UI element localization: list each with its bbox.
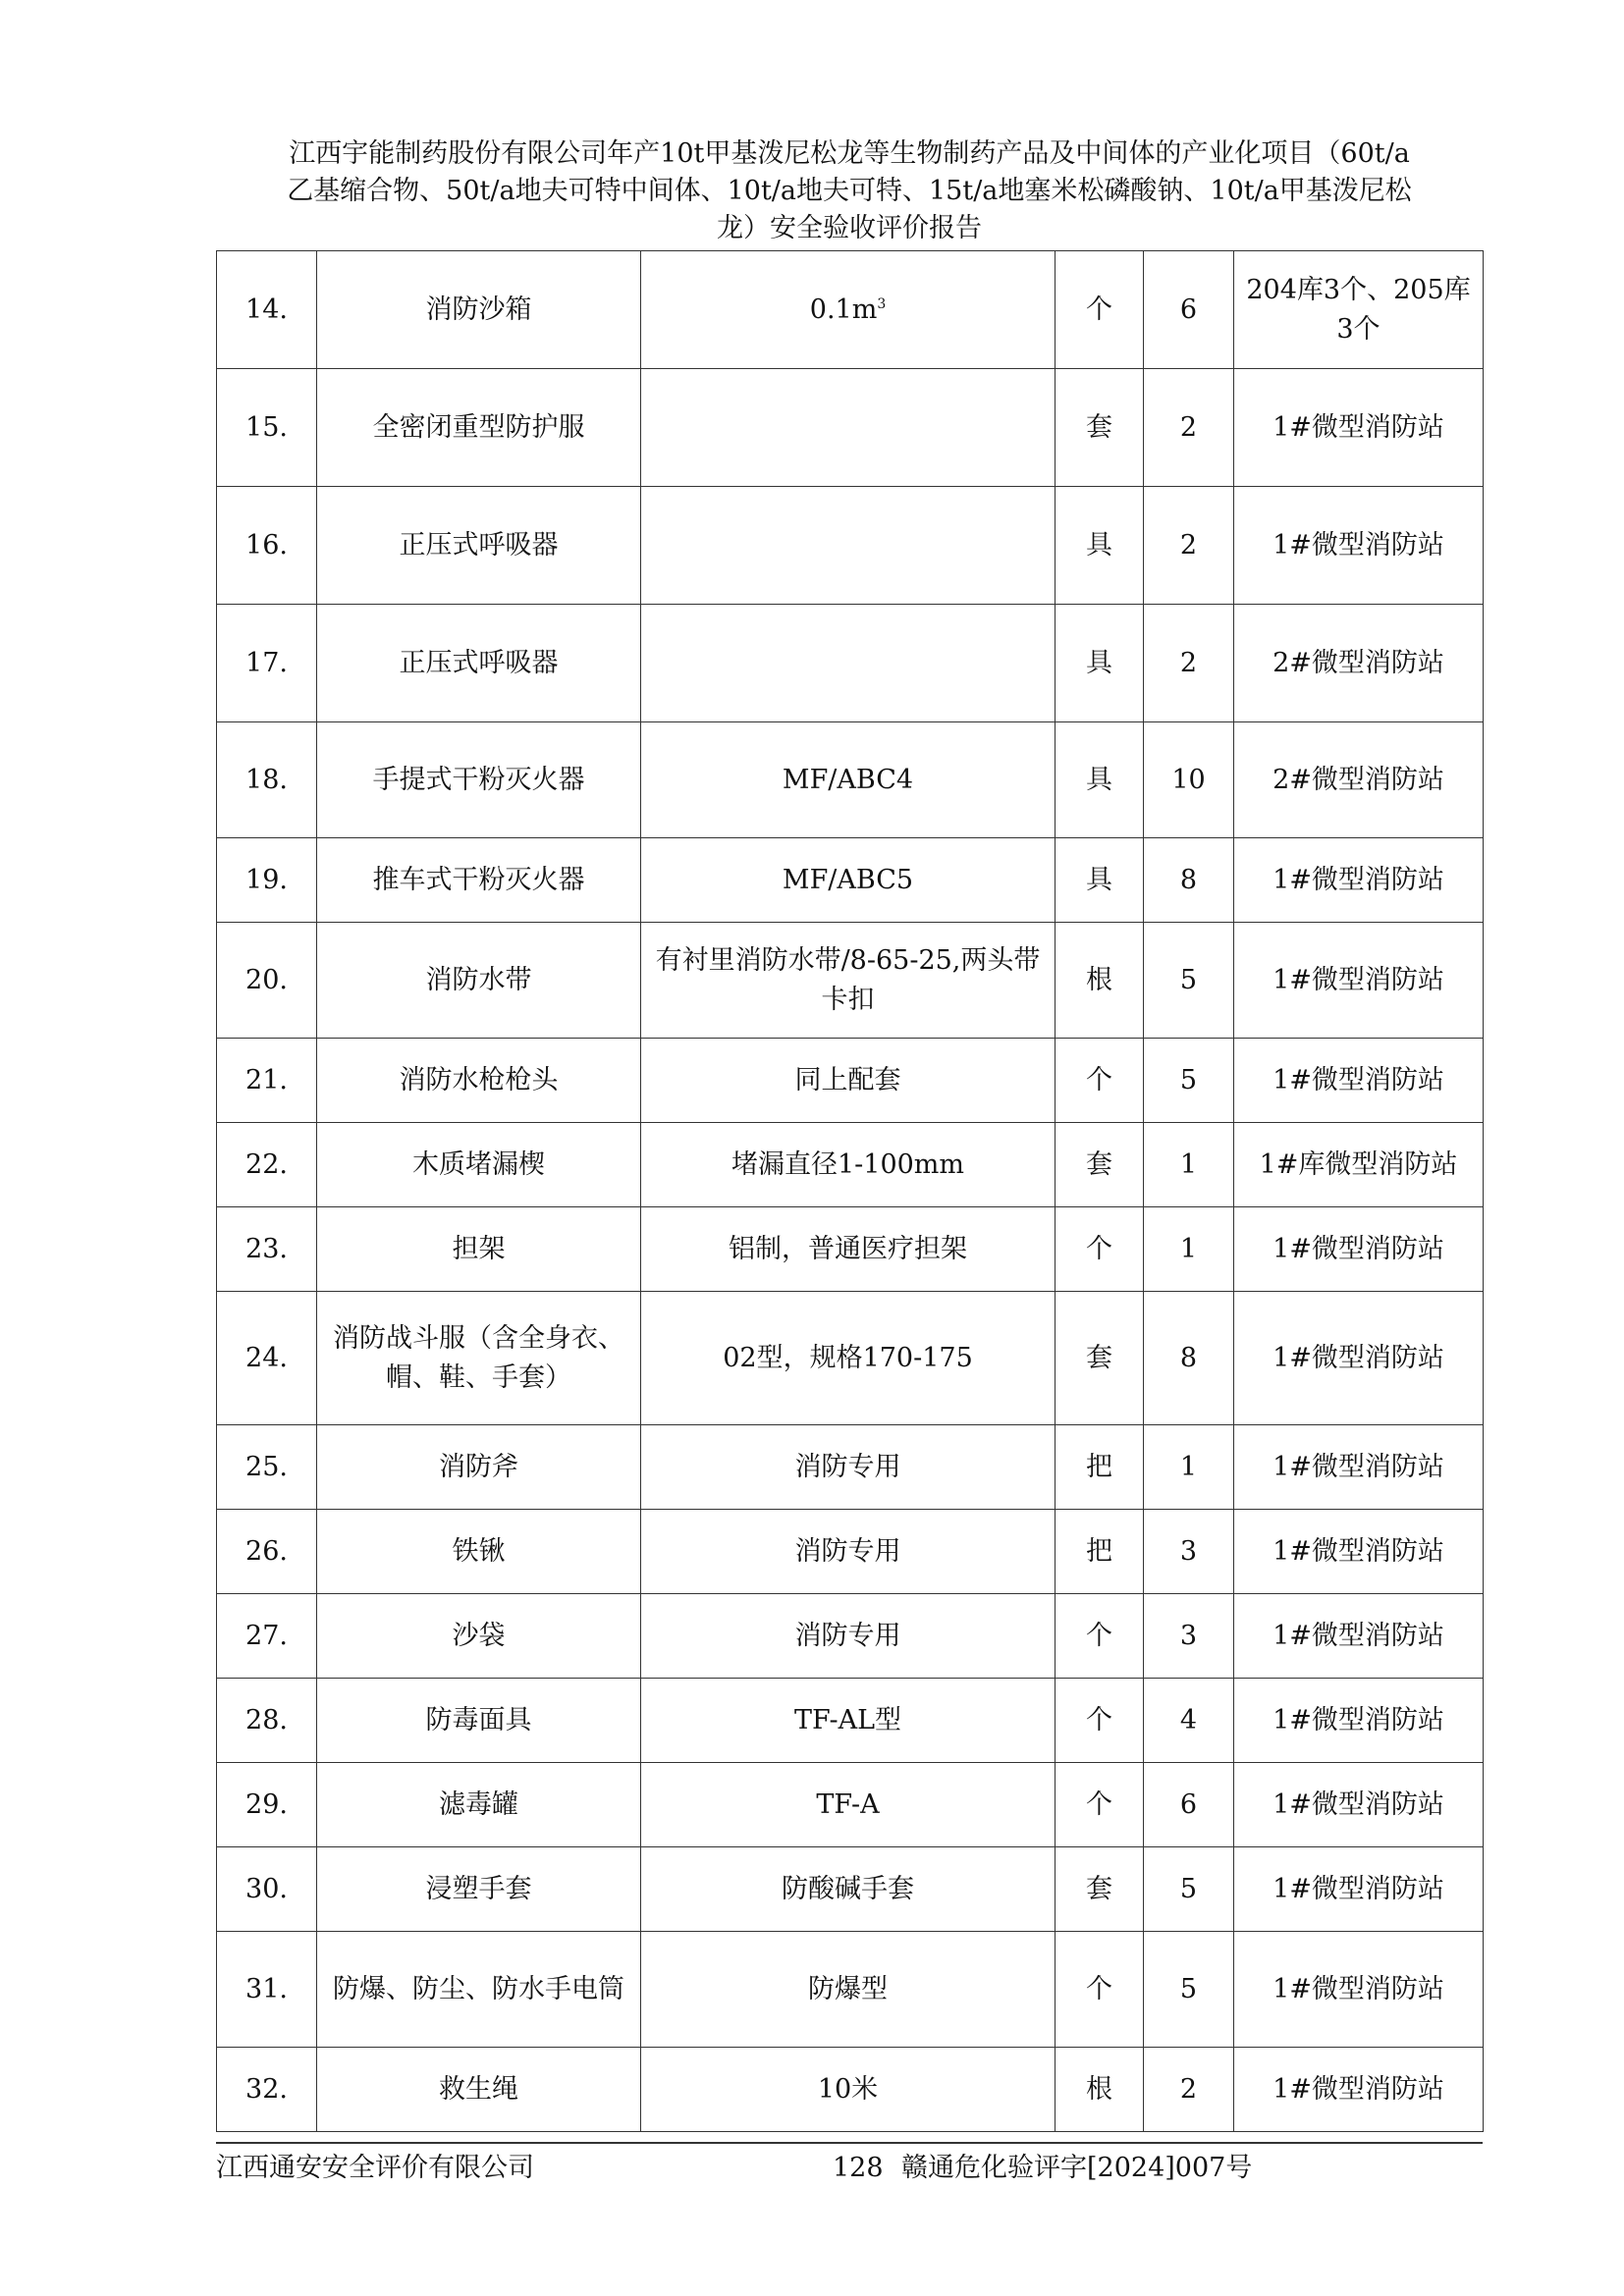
table-row <box>217 1207 1484 1292</box>
item-spec-cell <box>641 838 1056 923</box>
item-location-cell <box>1234 923 1484 1039</box>
item-unit-cell <box>1056 1594 1144 1679</box>
item-unit-cell <box>1056 2048 1144 2132</box>
item-location: 1#微型消防站 <box>1272 1789 1444 1820</box>
item-name: 救生绳 <box>439 2073 518 2105</box>
header-line-2: 乙基缩合物、50t/a地夫可特中间体、10t/a地夫可特、15t/a地塞米松磷酸钠、10t/a甲基泼尼松 <box>287 176 1412 206</box>
row-number-cell <box>217 1425 317 1510</box>
item-name-cell <box>317 605 641 722</box>
header-line-3: 龙）安全验收评价报告 <box>717 213 982 243</box>
item-name-cell <box>317 722 641 838</box>
item-name: 正压式呼吸器 <box>399 647 559 678</box>
item-unit: 根 <box>1086 2073 1112 2105</box>
item-quantity-cell <box>1144 838 1234 923</box>
row-number: 32. <box>245 2073 288 2105</box>
item-quantity: 5 <box>1179 1873 1198 1904</box>
item-unit: 个 <box>1086 1233 1112 1264</box>
row-number-cell <box>217 251 317 369</box>
item-name: 全密闭重型防护服 <box>372 411 585 443</box>
item-quantity-cell <box>1144 1510 1234 1594</box>
item-spec: MF/ABC5 <box>782 864 914 895</box>
item-spec-cell <box>641 2048 1056 2132</box>
item-spec-cell <box>641 722 1056 838</box>
item-location: 2#微型消防站 <box>1272 647 1444 678</box>
item-unit-cell <box>1056 1292 1144 1425</box>
item-location-cell <box>1234 251 1484 369</box>
item-quantity: 2 <box>1179 411 1198 443</box>
row-number-cell <box>217 1763 317 1847</box>
item-spec-cell <box>641 1679 1056 1763</box>
item-spec-cell <box>641 1207 1056 1292</box>
item-name: 消防斧 <box>439 1451 518 1482</box>
row-number: 31. <box>245 1973 288 2004</box>
item-spec-cell <box>641 1932 1056 2048</box>
row-number-cell <box>217 1847 317 1932</box>
item-quantity: 2 <box>1179 647 1198 678</box>
item-spec: 0.1m <box>809 294 878 325</box>
footer-company: 江西通安安全评价有限公司 <box>216 2153 534 2183</box>
item-quantity: 2 <box>1179 2073 1198 2105</box>
item-name: 消防战斗服（含全身衣、帽、鞋、手套） <box>333 1322 624 1393</box>
item-unit: 个 <box>1086 1620 1112 1651</box>
footer-divider <box>216 2142 1483 2144</box>
item-quantity: 5 <box>1179 1064 1198 1095</box>
row-number-cell <box>217 1039 317 1123</box>
item-location: 1#微型消防站 <box>1272 964 1444 995</box>
table-row <box>217 369 1484 487</box>
item-unit-cell <box>1056 369 1144 487</box>
item-name: 木质堵漏楔 <box>412 1148 545 1180</box>
item-unit-cell <box>1056 487 1144 605</box>
table-row <box>217 1932 1484 2048</box>
item-spec-cell <box>641 1594 1056 1679</box>
item-unit-cell <box>1056 722 1144 838</box>
item-location: 1#微型消防站 <box>1272 1342 1444 1373</box>
row-number: 20. <box>245 964 288 995</box>
item-quantity: 8 <box>1179 864 1198 895</box>
item-spec: 消防专用 <box>794 1620 901 1651</box>
item-spec: MF/ABC4 <box>782 764 914 795</box>
item-name: 担架 <box>452 1233 506 1264</box>
table-row <box>217 605 1484 722</box>
item-spec-cell <box>641 605 1056 722</box>
row-number: 21. <box>245 1064 288 1095</box>
row-number-cell <box>217 605 317 722</box>
table-row <box>217 1594 1484 1679</box>
item-quantity-cell <box>1144 923 1234 1039</box>
row-number-cell <box>217 487 317 605</box>
item-quantity-cell <box>1144 605 1234 722</box>
item-quantity-cell <box>1144 1594 1234 1679</box>
item-unit-cell <box>1056 838 1144 923</box>
row-number: 18. <box>245 764 288 795</box>
item-location: 1#微型消防站 <box>1272 2073 1444 2105</box>
item-location-cell <box>1234 838 1484 923</box>
item-name-cell <box>317 1594 641 1679</box>
item-spec: 铝制，普通医疗担架 <box>729 1233 967 1264</box>
item-unit: 个 <box>1086 1973 1112 2004</box>
row-number-cell <box>217 1123 317 1207</box>
row-number: 29. <box>245 1789 288 1820</box>
table-row <box>217 251 1484 369</box>
item-quantity-cell <box>1144 722 1234 838</box>
item-spec: 防爆型 <box>808 1973 888 2004</box>
item-spec-cell <box>641 1292 1056 1425</box>
item-spec: 10米 <box>817 2073 879 2105</box>
equipment-table <box>216 250 1484 2132</box>
item-name: 消防沙箱 <box>425 294 532 325</box>
item-quantity-cell <box>1144 369 1234 487</box>
item-location-cell <box>1234 1292 1484 1425</box>
item-name-cell <box>317 1847 641 1932</box>
item-unit: 个 <box>1086 1704 1112 1735</box>
row-number-cell <box>217 2048 317 2132</box>
item-quantity: 3 <box>1179 1620 1198 1651</box>
item-unit-cell <box>1056 251 1144 369</box>
item-unit: 套 <box>1086 411 1112 443</box>
item-spec-cell <box>641 1039 1056 1123</box>
table-row <box>217 1510 1484 1594</box>
row-number: 23. <box>245 1233 288 1264</box>
item-quantity: 6 <box>1179 294 1198 325</box>
item-name: 推车式干粉灭火器 <box>372 864 585 895</box>
item-name: 消防水带 <box>425 964 532 995</box>
item-name-cell <box>317 1039 641 1123</box>
item-unit: 套 <box>1086 1342 1112 1373</box>
item-name-cell <box>317 1123 641 1207</box>
item-name: 防毒面具 <box>425 1704 532 1735</box>
row-number: 22. <box>245 1148 288 1180</box>
item-quantity: 4 <box>1179 1704 1198 1735</box>
item-quantity-cell <box>1144 1763 1234 1847</box>
item-quantity-cell <box>1144 1679 1234 1763</box>
item-quantity-cell <box>1144 1207 1234 1292</box>
item-location: 2#微型消防站 <box>1272 764 1444 795</box>
row-number-cell <box>217 1594 317 1679</box>
item-location-cell <box>1234 1679 1484 1763</box>
item-unit-cell <box>1056 1679 1144 1763</box>
item-quantity: 1 <box>1179 1233 1198 1264</box>
row-number: 16. <box>245 529 288 561</box>
item-name-cell <box>317 1425 641 1510</box>
item-location-cell <box>1234 1510 1484 1594</box>
row-number: 19. <box>245 864 288 895</box>
item-unit-cell <box>1056 1425 1144 1510</box>
item-quantity-cell <box>1144 1932 1234 2048</box>
row-number: 17. <box>245 647 288 678</box>
table-row <box>217 1679 1484 1763</box>
row-number-cell <box>217 838 317 923</box>
item-quantity: 1 <box>1179 1148 1198 1180</box>
item-location: 1#微型消防站 <box>1272 1064 1444 1095</box>
row-number-cell <box>217 722 317 838</box>
row-number-cell <box>217 923 317 1039</box>
report-header <box>216 135 1483 247</box>
item-location: 1#微型消防站 <box>1272 1973 1444 2004</box>
row-number: 15. <box>245 411 288 443</box>
item-spec-cell <box>641 1510 1056 1594</box>
item-name: 浸塑手套 <box>425 1873 532 1904</box>
row-number: 24. <box>245 1342 288 1373</box>
row-number-cell <box>217 1679 317 1763</box>
item-quantity: 8 <box>1179 1342 1198 1373</box>
item-spec-cell <box>641 923 1056 1039</box>
table-row <box>217 2048 1484 2132</box>
item-name-cell <box>317 1207 641 1292</box>
item-location: 1#微型消防站 <box>1272 411 1444 443</box>
item-location-cell <box>1234 369 1484 487</box>
item-name-cell <box>317 369 641 487</box>
item-spec-cell <box>641 1123 1056 1207</box>
item-name: 铁锹 <box>452 1535 506 1567</box>
item-unit: 个 <box>1086 294 1112 325</box>
item-location-cell <box>1234 1932 1484 2048</box>
item-location-cell <box>1234 487 1484 605</box>
item-spec: TF-AL型 <box>793 1704 902 1735</box>
item-name-cell <box>317 923 641 1039</box>
item-name: 正压式呼吸器 <box>399 529 559 561</box>
item-quantity-cell <box>1144 1847 1234 1932</box>
item-location-cell <box>1234 2048 1484 2132</box>
item-unit-cell <box>1056 1510 1144 1594</box>
item-quantity: 1 <box>1179 1451 1198 1482</box>
item-location: 1#微型消防站 <box>1272 1704 1444 1735</box>
item-unit: 套 <box>1086 1148 1112 1180</box>
item-unit-cell <box>1056 605 1144 722</box>
item-name-cell <box>317 251 641 369</box>
table-row <box>217 923 1484 1039</box>
item-quantity-cell <box>1144 1292 1234 1425</box>
item-unit-cell <box>1056 1847 1144 1932</box>
row-number: 28. <box>245 1704 288 1735</box>
item-name-cell <box>317 1932 641 2048</box>
item-name-cell <box>317 1763 641 1847</box>
item-quantity-cell <box>1144 1039 1234 1123</box>
item-spec-cell <box>641 369 1056 487</box>
item-name: 防爆、防尘、防水手电筒 <box>333 1973 624 2004</box>
item-location-cell <box>1234 1425 1484 1510</box>
item-name-cell <box>317 1292 641 1425</box>
row-number: 30. <box>245 1873 288 1904</box>
item-name-cell <box>317 487 641 605</box>
item-quantity: 6 <box>1179 1789 1198 1820</box>
item-unit-cell <box>1056 1207 1144 1292</box>
item-spec: 消防专用 <box>794 1535 901 1567</box>
item-name: 手提式干粉灭火器 <box>372 764 585 795</box>
footer-doc-number: 赣通危化验评字[2024]007号 <box>901 2153 1253 2183</box>
item-spec: 同上配套 <box>794 1064 901 1095</box>
item-unit-cell <box>1056 1932 1144 2048</box>
item-location-cell <box>1234 1847 1484 1932</box>
item-spec-cell <box>641 1847 1056 1932</box>
item-name: 消防水枪枪头 <box>399 1064 559 1095</box>
item-unit-cell <box>1056 1123 1144 1207</box>
item-unit-cell <box>1056 923 1144 1039</box>
item-quantity-cell <box>1144 1123 1234 1207</box>
item-location: 1#微型消防站 <box>1272 1535 1444 1567</box>
footer-page-number: 128 <box>833 2153 884 2183</box>
row-number-cell <box>217 1510 317 1594</box>
item-location: 1#微型消防站 <box>1272 529 1444 561</box>
row-number: 27. <box>245 1620 288 1651</box>
item-unit: 具 <box>1086 764 1112 795</box>
item-unit: 具 <box>1086 529 1112 561</box>
item-spec: 有衬里消防水带/8-65-25,两头带卡扣 <box>655 944 1041 1015</box>
item-location: 1#微型消防站 <box>1272 1451 1444 1482</box>
row-number: 14. <box>245 294 288 325</box>
item-unit: 具 <box>1086 647 1112 678</box>
item-unit: 把 <box>1086 1451 1112 1482</box>
item-spec: 堵漏直径1-100mm <box>731 1148 965 1180</box>
item-location-cell <box>1234 722 1484 838</box>
table-row <box>217 722 1484 838</box>
item-unit: 套 <box>1086 1873 1112 1904</box>
item-quantity: 10 <box>1171 764 1206 795</box>
item-unit: 个 <box>1086 1789 1112 1820</box>
item-location: 1#库微型消防站 <box>1259 1148 1458 1180</box>
table-row <box>217 1123 1484 1207</box>
item-quantity-cell <box>1144 2048 1234 2132</box>
table-row <box>217 1425 1484 1510</box>
item-name-cell <box>317 1679 641 1763</box>
table-row <box>217 1763 1484 1847</box>
item-name-cell <box>317 838 641 923</box>
row-number: 25. <box>245 1451 288 1482</box>
row-number-cell <box>217 1932 317 2048</box>
item-spec-cell <box>641 487 1056 605</box>
item-quantity-cell <box>1144 1425 1234 1510</box>
item-quantity-cell <box>1144 251 1234 369</box>
item-unit-cell <box>1056 1039 1144 1123</box>
item-location-cell <box>1234 1763 1484 1847</box>
item-name-cell <box>317 1510 641 1594</box>
item-unit: 具 <box>1086 864 1112 895</box>
row-number-cell <box>217 369 317 487</box>
item-quantity: 3 <box>1179 1535 1198 1567</box>
item-location: 204库3个、205库3个 <box>1246 274 1471 345</box>
item-location-cell <box>1234 1039 1484 1123</box>
item-location: 1#微型消防站 <box>1272 864 1444 895</box>
item-quantity: 5 <box>1179 964 1198 995</box>
item-unit: 个 <box>1086 1064 1112 1095</box>
item-quantity: 2 <box>1179 529 1198 561</box>
unit-superscript: 3 <box>877 295 887 312</box>
item-location: 1#微型消防站 <box>1272 1873 1444 1904</box>
item-spec-cell <box>641 1425 1056 1510</box>
item-name: 沙袋 <box>452 1620 506 1651</box>
item-name-cell <box>317 2048 641 2132</box>
header-line-1: 江西宇能制药股份有限公司年产10t甲基泼尼松龙等生物制药产品及中间体的产业化项目（60t/a <box>289 138 1410 169</box>
item-name: 滤毒罐 <box>439 1789 518 1820</box>
row-number-cell <box>217 1207 317 1292</box>
item-location-cell <box>1234 1207 1484 1292</box>
item-location-cell <box>1234 605 1484 722</box>
item-location-cell <box>1234 1123 1484 1207</box>
item-spec: 消防专用 <box>794 1451 901 1482</box>
equipment-table-body <box>217 251 1484 2132</box>
item-quantity: 5 <box>1179 1973 1198 2004</box>
table-row <box>217 1292 1484 1425</box>
row-number: 26. <box>245 1535 288 1567</box>
row-number-cell <box>217 1292 317 1425</box>
table-row <box>217 1039 1484 1123</box>
item-spec-cell <box>641 1763 1056 1847</box>
item-unit-cell <box>1056 1763 1144 1847</box>
item-spec: 防酸碱手套 <box>782 1873 914 1904</box>
item-spec: TF-A <box>816 1789 880 1820</box>
table-row <box>217 1847 1484 1932</box>
table-row <box>217 838 1484 923</box>
item-unit: 根 <box>1086 964 1112 995</box>
item-location: 1#微型消防站 <box>1272 1233 1444 1264</box>
item-location: 1#微型消防站 <box>1272 1620 1444 1651</box>
item-quantity-cell <box>1144 487 1234 605</box>
table-row <box>217 487 1484 605</box>
item-spec-cell <box>641 251 1056 369</box>
item-spec: 02型，规格170-175 <box>723 1342 973 1373</box>
item-unit: 把 <box>1086 1535 1112 1567</box>
item-location-cell <box>1234 1594 1484 1679</box>
